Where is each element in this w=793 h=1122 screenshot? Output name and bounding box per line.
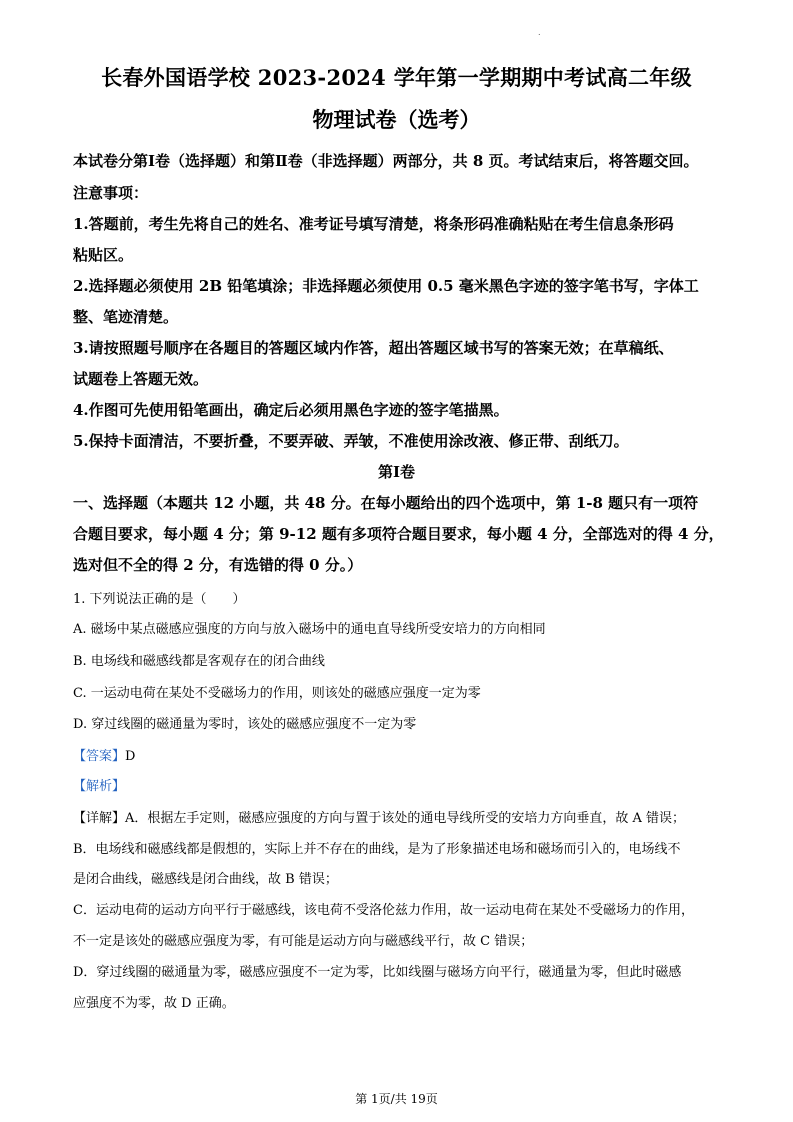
section-heading: 选对但不全的得 2 分，有选错的得 0 分。） <box>73 556 363 574</box>
detail-line: 不一定是该处的磁感应强度为零，有可能是运动方向与磁感线平行，故 C 错误； <box>73 934 534 949</box>
answer-line <box>73 745 135 764</box>
corner-mark: . <box>538 28 541 37</box>
notice-heading: 注意事项： <box>73 184 149 202</box>
detail-line: 【详解】A．根据左手定则，磁感应强度的方向与置于该处的通电导线所受的安培力方向垂直，故 A 错误； <box>73 811 686 826</box>
notice-item: 2.选择题必须使用 2B 铅笔填涂；非选择题必须使用 0.5 毫米黑色字迹的签字笔书写，字体工 <box>73 277 699 295</box>
volume-title: 第Ⅰ卷 <box>377 463 416 481</box>
notice-item: 1.答题前，考生先将自己的姓名、准考证号填写清楚，将条形码准确粘贴在考生信息条形码 <box>73 215 674 233</box>
answer-value: D <box>125 749 136 764</box>
notice-item: 4.作图可先使用铅笔画出，确定后必须用黑色字迹的签字笔描黑。 <box>73 401 509 419</box>
section-heading: 一、选择题（本题共 12 小题，共 48 分。在每小题给出的四个选项中，第 1-8 题只有一项符 <box>73 494 699 512</box>
section-heading: 合题目要求，每小题 4 分；第 9-12 题有多项符合题目要求，每小题 4 分，全部选对的得 4 分， <box>73 525 724 543</box>
intro-line: 本试卷分第Ⅰ卷（选择题）和第Ⅱ卷（非选择题）两部分，共 8 页。考试结束后，将答题交回。 <box>73 152 699 170</box>
notice-item: 试题卷上答题无效。 <box>73 370 209 388</box>
notice-item: 5.保持卡面清洁，不要折叠，不要弄破、弄皱，不准使用涂改液、修正带、刮纸刀。 <box>73 432 629 450</box>
question-stem: 1. 下列说法正确的是（ ） <box>73 592 246 607</box>
option-b: B. 电场线和磁感线都是客观存在的闭合曲线 <box>73 654 325 669</box>
option-c: C. 一运动电荷在某处不受磁场力的作用，则该处的磁感应强度一定为零 <box>73 686 481 701</box>
analysis-tag: 【解析】 <box>73 779 126 794</box>
answer-tag: 【答案】 <box>73 749 126 764</box>
detail-line: 是闭合曲线，磁感线是闭合曲线，故 B 错误； <box>73 872 338 887</box>
page-number: 第 1页/共 19页 <box>355 1092 438 1106</box>
detail-line: B．电场线和磁感线都是假想的，实际上并不存在的曲线，是为了形象描述电场和磁场而引入的，电场线不 <box>73 842 681 857</box>
detail-line: 应强度不为零，故 D 正确。 <box>73 996 235 1011</box>
exam-subtitle: 物理试卷（选考） <box>312 107 481 132</box>
option-d: D. 穿过线圈的磁通量为零时，该处的磁感应强度不一定为零 <box>73 717 417 732</box>
notice-item: 3.请按照题号顺序在各题目的答题区域内作答，超出答题区域书写的答案无效；在草稿纸、 <box>73 339 674 357</box>
option-a: A. 磁场中某点磁感应强度的方向与放入磁场中的通电直导线所受安培力的方向相同 <box>73 622 546 637</box>
detail-line: C．运动电荷的运动方向平行于磁感线，该电荷不受洛伦兹力作用，故一运动电荷在某处不受磁场力的作用， <box>73 903 694 918</box>
exam-title: 长春外国语学校 2023-2024 学年第一学期期中考试高二年级 <box>101 65 692 90</box>
notice-item: 整、笔迹清楚。 <box>73 308 179 326</box>
detail-line: D．穿过线圈的磁通量为零，磁感应强度不一定为零，比如线圈与磁场方向平行，磁通量为零，但此时磁感 <box>73 965 682 980</box>
notice-item: 粘贴区。 <box>73 246 134 264</box>
